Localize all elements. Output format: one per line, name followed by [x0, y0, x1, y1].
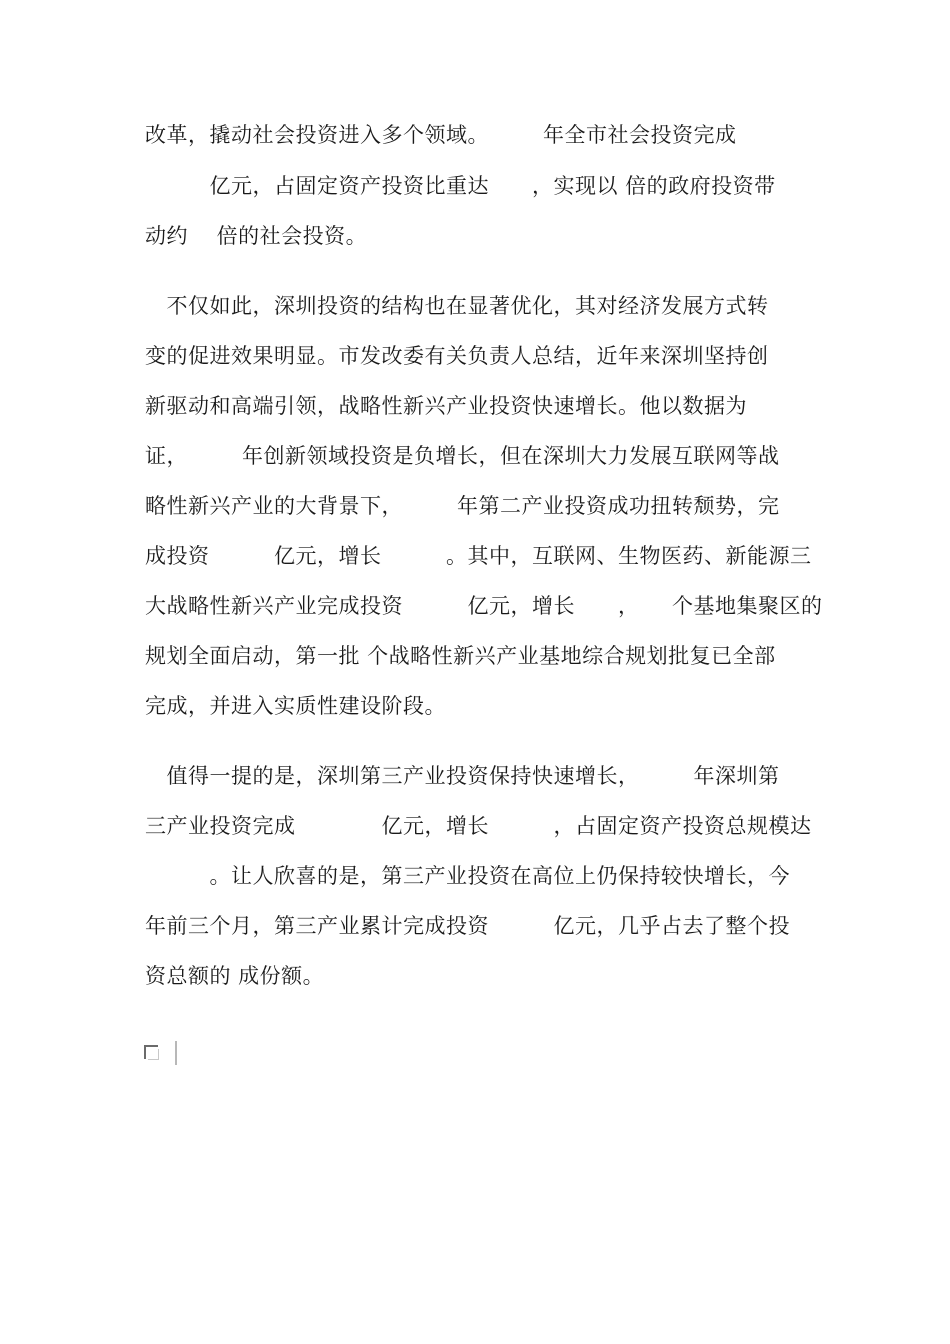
text-line: 大战略性新兴产业完成投资 亿元，增长 ， 个基地集聚区的: [145, 594, 823, 618]
text-line: 亿元，占固定资产投资比重达 ，实现以 倍的政府投资带: [145, 174, 776, 198]
text-line: 值得一提的是，深圳第三产业投资保持快速增长， 年深圳第: [145, 764, 780, 788]
checkbox-icon: [144, 1045, 178, 1067]
text-line: 三产业投资完成 亿元，增长 ，占固定资产投资总规模达: [145, 814, 812, 838]
text-line: 证， 年创新领域投资是负增长，但在深圳大力发展互联网等战: [145, 444, 780, 468]
text-line: 略性新兴产业的大背景下， 年第二产业投资成功扭转颓势，完: [145, 494, 780, 518]
text-line: 动约 倍的社会投资。: [145, 224, 368, 248]
text-line: 。让人欣喜的是，第三产业投资在高位上仍保持较快增长，今: [145, 864, 790, 888]
text-line: 不仅如此，深圳投资的结构也在显著优化，其对经济发展方式转: [145, 294, 769, 318]
text-line: 变的促进效果明显。市发改委有关负责人总结，近年来深圳坚持创: [145, 344, 769, 368]
text-line: 资总额的 成份额。: [145, 964, 325, 988]
checkbox-box: [144, 1045, 158, 1059]
text-line: 完成，并进入实质性建设阶段。: [145, 694, 446, 718]
text-line: 新驱动和高端引领，战略性新兴产业投资快速增长。他以数据为: [145, 394, 747, 418]
text-line: 改革，撬动社会投资进入多个领域。 年全市社会投资完成: [145, 123, 737, 147]
text-line: 年前三个月，第三产业累计完成投资 亿元，几乎占去了整个投: [145, 914, 790, 938]
text-line: 规划全面启动，第一批 个战略性新兴产业基地综合规划批复已全部: [145, 644, 776, 668]
text-line: 成投资 亿元，增长 。其中，互联网、生物医药、新能源三: [145, 544, 812, 568]
text-cursor-bar: [175, 1041, 177, 1065]
